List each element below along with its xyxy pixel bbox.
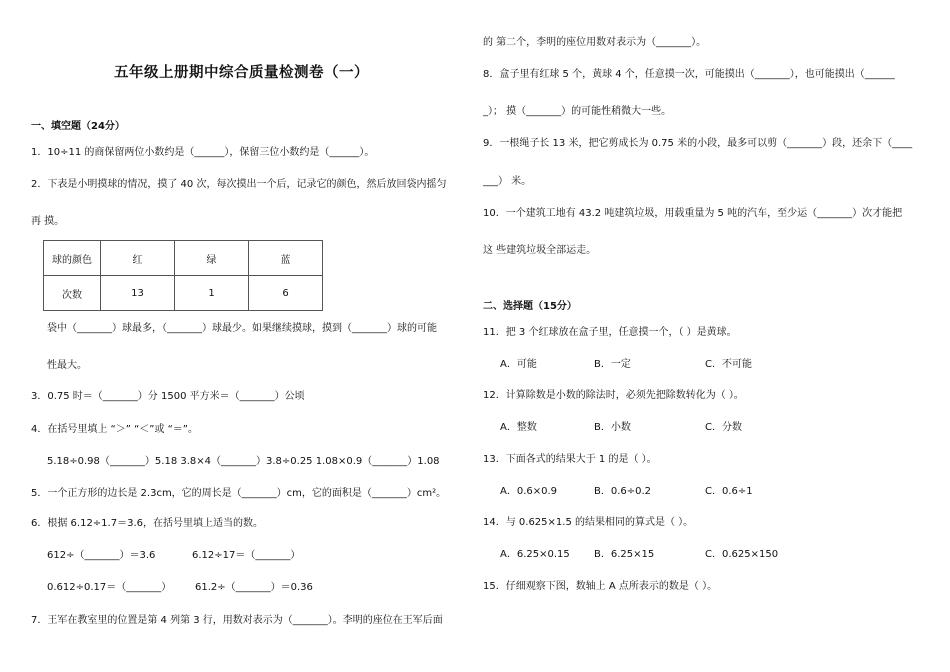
ball-count-table: [43, 240, 323, 311]
question-9-line2: ___） 米。: [483, 176, 532, 187]
question-5: 5．一个正方形的边长是 2.3cm，它的周长是（_______）cm，它的面积是（_______）cm²。: [31, 488, 447, 499]
question-8-line1: 8．盒子里有红球 5 个，黄球 4 个，任意摸一次，可能摸出（_______），也可能摸出（______: [483, 69, 895, 80]
question-6: 6．根据 6.12÷1.7＝3.6，在括号里填上适当的数。: [31, 518, 263, 529]
question-11: 11．把 3 个红球放在盒子里，任意摸一个，（ ）是黄球。: [483, 327, 737, 338]
table-cell: 1: [175, 276, 249, 311]
option-b: B．小数: [594, 422, 631, 433]
question-7-line1: 7．王军在教室里的位置是第 4 列第 3 行，用数对表示为（_______）。李明的座位在王军后面: [31, 615, 443, 626]
table-cell: 6: [249, 276, 323, 311]
table-row: [44, 276, 323, 311]
section-multiple-choice: 二、选择题（15分）: [483, 301, 577, 312]
table-header-cell: 蓝: [249, 241, 323, 276]
option-c: C．分数: [705, 422, 742, 433]
option-c: C．0.6÷1: [705, 486, 753, 497]
question-2-line2: 再 摸。: [31, 216, 65, 227]
option-a: A．整数: [500, 422, 537, 433]
table-header-cell: 红: [101, 241, 175, 276]
option-a: A．6.25×0.15: [500, 549, 570, 560]
table-header-cell: 球的颜色: [44, 241, 101, 276]
question-6-item-b1: 0.612÷0.17＝（_______）: [47, 582, 172, 593]
question-3: 3．0.75 时＝（_______）分 1500 平方米＝（_______）公顷: [31, 391, 305, 402]
question-10-line2: 这 些建筑垃圾全部运走。: [483, 245, 597, 256]
question-2-line1: 2．下表是小明摸球的情况，摸了 40 次，每次摸出一个后，记录它的颜色，然后放回袋内摇匀: [31, 179, 447, 190]
page-title: 五年级上册期中综合质量检测卷（一）: [114, 65, 369, 81]
question-1: 1．10÷11 的商保留两位小数约是（______），保留三位小数约是（______）。: [31, 147, 375, 158]
table-cell: 13: [101, 276, 175, 311]
option-b: B．一定: [594, 359, 631, 370]
option-c: C．0.625×150: [705, 549, 779, 560]
question-6-item-a1: 612÷（_______）＝3.6: [47, 550, 156, 561]
question-8-line2: _）； 摸（_______）的可能性稍微大一些。: [483, 106, 672, 117]
question-6-item-b2: 61.2÷（_______）＝0.36: [195, 582, 313, 593]
question-4-items: 5.18÷0.98（_______）5.18 3.8×4（_______）3.8÷0.25 1.08×0.9（_______）1.08: [47, 456, 440, 467]
option-a: A．可能: [500, 359, 537, 370]
question-6-item-a2: 6.12÷17＝（_______）: [192, 550, 301, 561]
option-b: B．0.6÷0.2: [594, 486, 652, 497]
question-12: 12．计算除数是小数的除法时，必须先把除数转化为（ ）。: [483, 390, 744, 401]
question-2-line3: 袋中（_______）球最多，（_______）球最少。如果继续摸球，摸到（_______）球的可能: [47, 323, 437, 334]
question-15: 15．仔细观察下图，数轴上 A 点所表示的数是（ ）。: [483, 581, 718, 592]
option-c: C．不可能: [705, 359, 752, 370]
question-2-line4: 性最大。: [47, 360, 87, 371]
table-row: [44, 241, 323, 276]
question-4: 4．在括号里填上 “＞” “＜”或 “＝”。: [31, 424, 198, 435]
table-cell: 次数: [44, 276, 101, 311]
section-fill-in: 一、填空题（24分）: [31, 121, 125, 132]
question-10-line1: 10．一个建筑工地有 43.2 吨建筑垃圾，用载重量为 5 吨的汽车，至少运（_______）次才能把: [483, 208, 903, 219]
question-13: 13．下面各式的结果大于 1 的是（ ）。: [483, 454, 657, 465]
question-9-line1: 9．一根绳子长 13 米，把它剪成长为 0.75 米的小段，最多可以剪（_______）段，还余下（____: [483, 138, 913, 149]
question-14: 14．与 0.625×1.5 的结果相同的算式是（ ）。: [483, 517, 694, 528]
table-header-cell: 绿: [175, 241, 249, 276]
option-a: A．0.6×0.9: [500, 486, 558, 497]
option-b: B．6.25×15: [594, 549, 655, 560]
question-7-line2: 的 第二个，李明的座位用数对表示为（_______）。: [483, 37, 707, 48]
